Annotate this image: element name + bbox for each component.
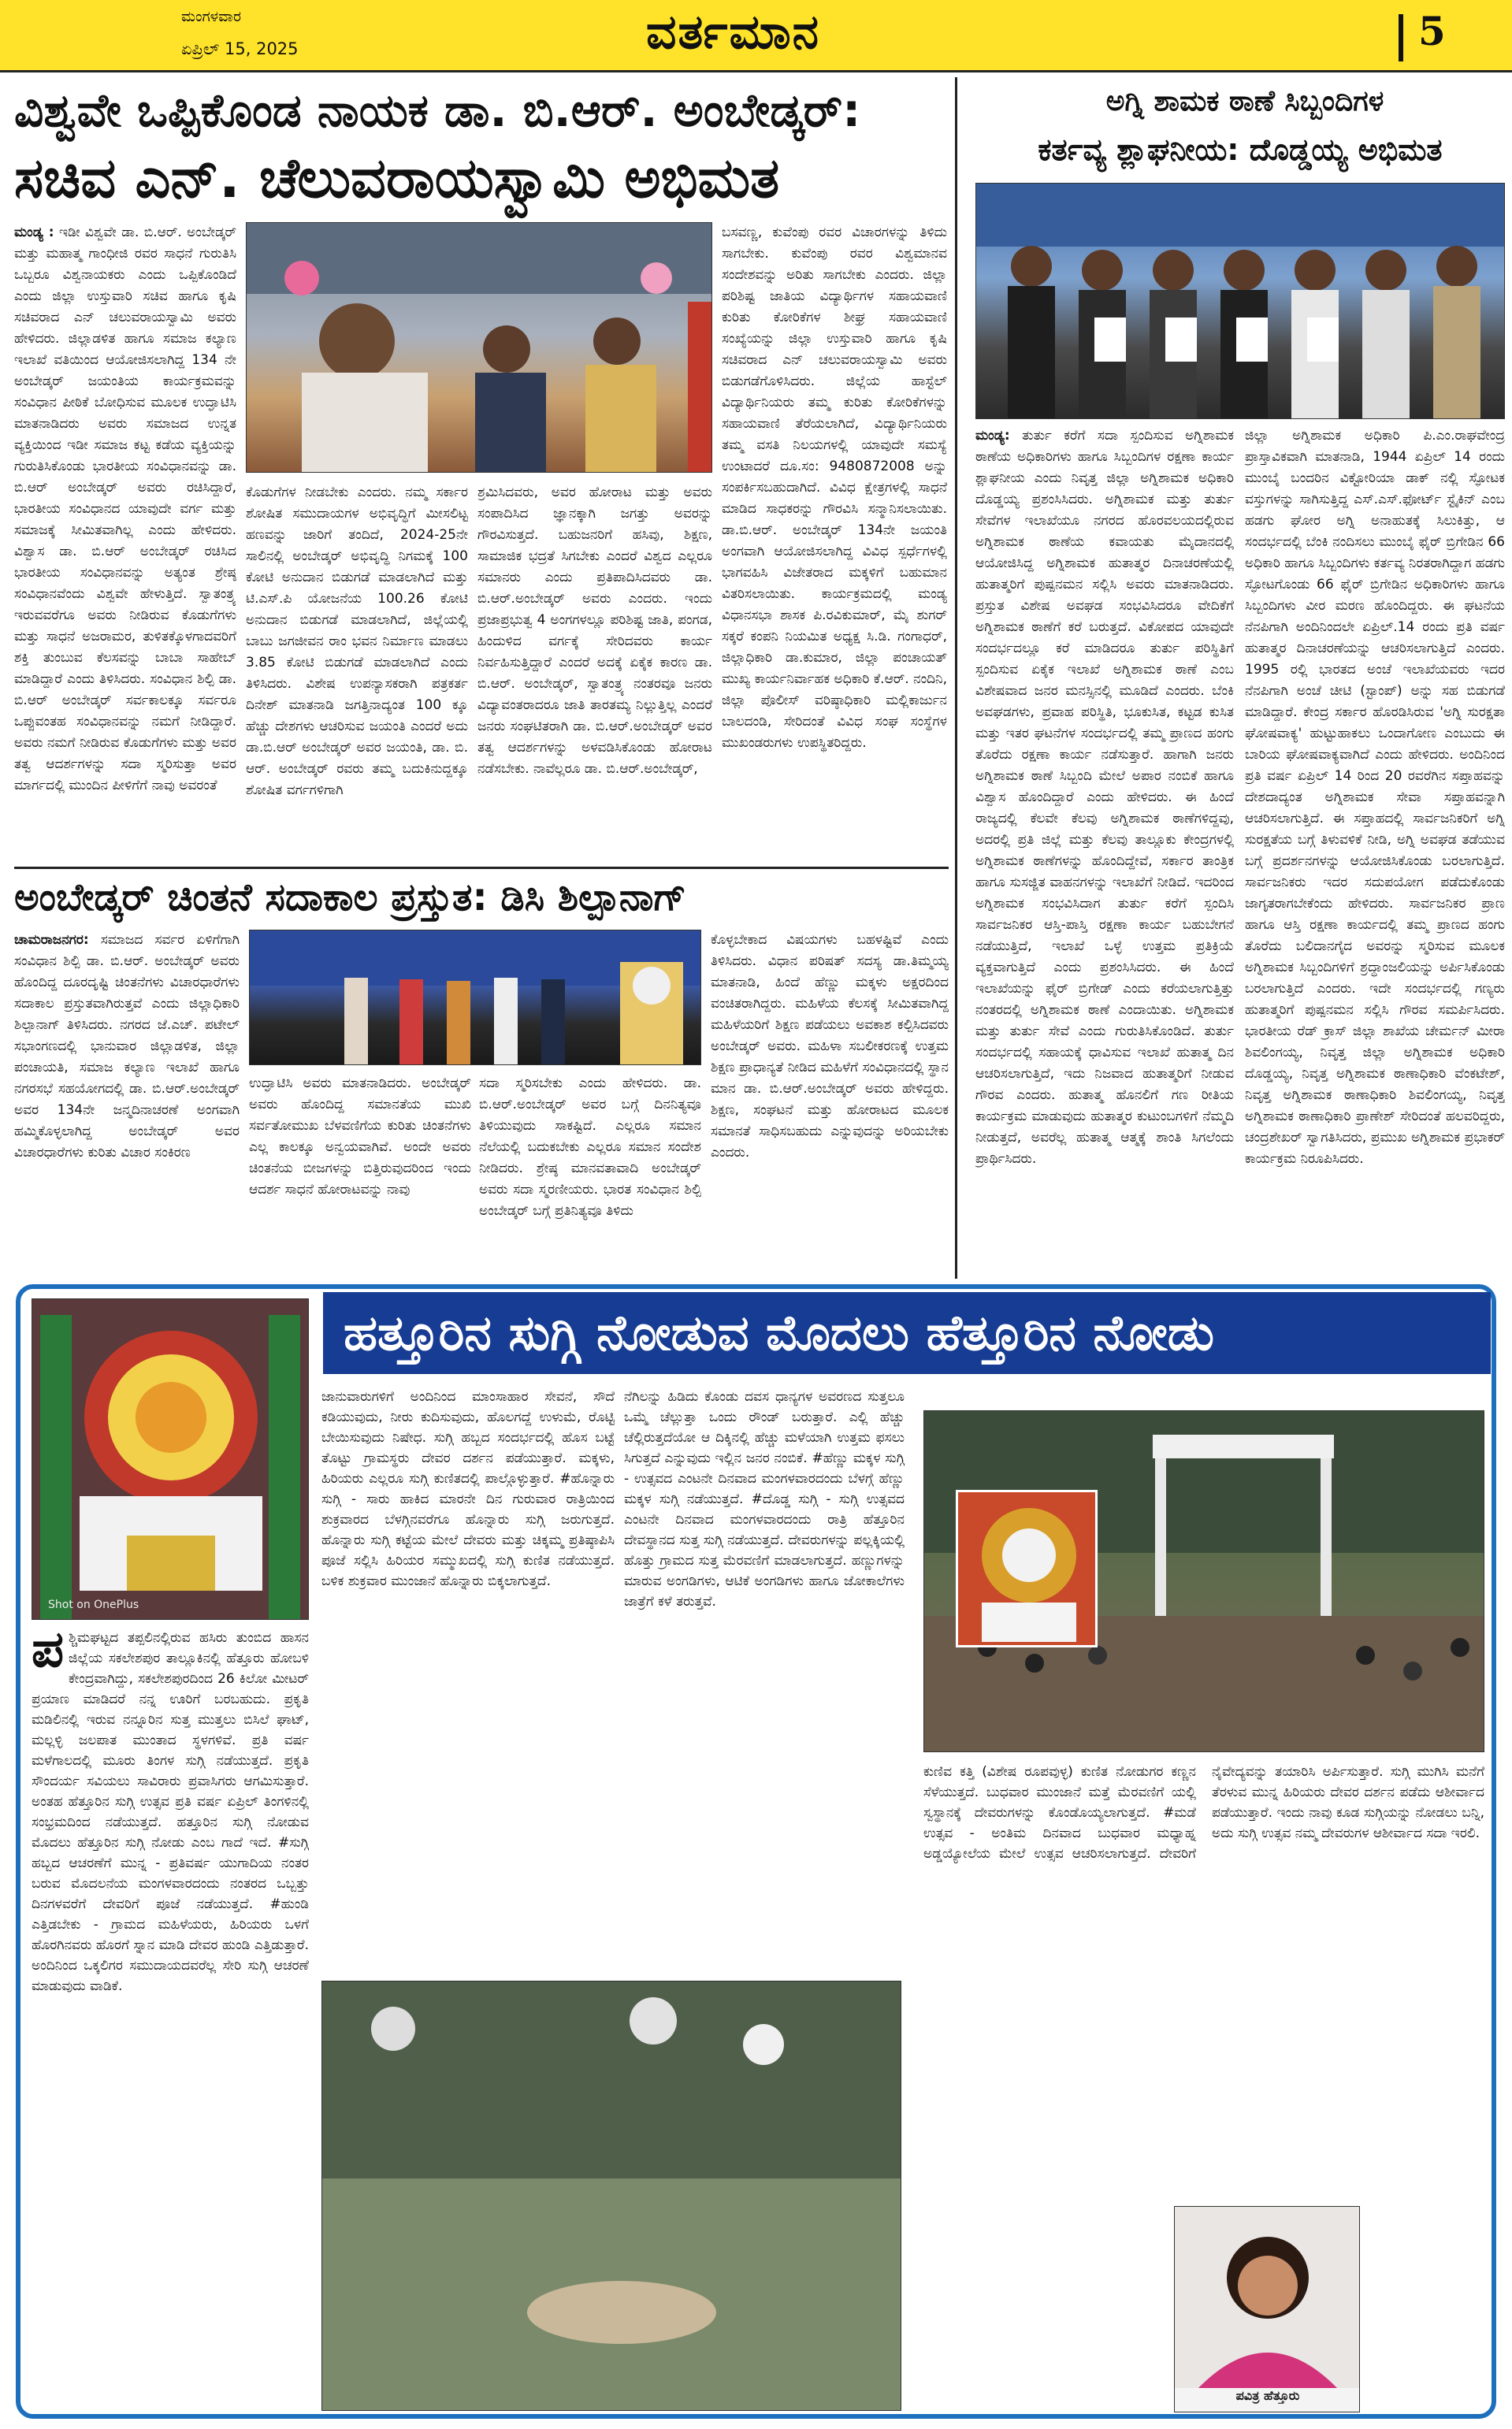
story1-column-3: ಶ್ರಮಿಸಿದವರು, ಅವರ ಹೋರಾಟ ಮತ್ತು ಅವರು ಸಂಪಾದಿಸಿದ ಜ್ಞಾನಕ್ಕಾಗಿ ಜಗತ್ತು ಅವರನ್ನು ಗೌರವಿಸುತ್ತದೆ. ಬಹುಜನರಿಗೆ ಹಸಿವು, ಶಿಕ್ಷಣ, ಸಾಮಾಜಿಕ ಭದ್ರತೆ ಸಿಗಬೇಕು ಎಂದರೆ ವಿಶ್ವದ ಎಲ್ಲರೂ ಸಮಾನರು ಎಂದು ಪ್ರತಿಪಾದಿಸಿದವರು ಡಾ. ಬಿ.ಆರ್.ಅಂಬೇಡ್ಕರ್ ಅವರು ಎಂದರು. ಇಂದು ಪ್ರಜಾಪ್ರಭುತ್ವ 4 ಅಂಗಗಳಲ್ಲೂ ಪರಿಶಿಷ್ಟ ಜಾತಿ, ಪಂಗಡ, ಹಿಂದುಳಿದ ವರ್ಗಕ್ಕೆ ಸೇರಿದವರು ಕಾರ್ಯ ನಿರ್ವಹಿಸುತ್ತಿದ್ದಾರೆ ಎಂದರೆ ಅದಕ್ಕೆ ಏಕೈಕ ಕಾರಣ ಡಾ. ಬಿ.ಆರ್. ಅಂಬೇಡ್ಕರ್, ಸ್ವಾತಂತ್ರ್ಯ ನಂತರವೂ ಜನರು ವಿದ್ಯಾವಂತರಾದರೂ ಜಾತಿ ತಾರತಮ್ಯ ನಿಲ್ಲುತ್ತಿಲ್ಲ ಎಂದರೆ ಜನರು ಸಂಘಟಿತರಾಗಿ ಡಾ. ಬಿ.ಆರ್.ಅಂಬೇಡ್ಕರ್ ಅವರ ತತ್ವ ಆದರ್ಶಗಳನ್ನು ಅಳವಡಿಸಿಕೊಂಡು ಹೋರಾಟ ನಡೆಸಬೇಕು. ನಾವೆಲ್ಲರೂ ಡಾ. ಬಿ.ಆರ್.ಅಂಬೇಡ್ಕರ್, (477, 485, 712, 777)
crowd-photo (321, 1981, 901, 2411)
author-byline: ಪವಿತ್ರ ಹೆತ್ತೂರು (1235, 2388, 1300, 2403)
story3-text-1: ಸಮಾಜದ ಸರ್ವರ ಏಳಿಗೆಗಾಗಿ ಸಂವಿಧಾನ ಶಿಲ್ಪಿ ಡಾ. ಬಿ.ಆರ್. ಅಂಬೇಡ್ಕರ್ ಅವರು ಹೊಂದಿದ್ದ ದೂರದೃಷ್ಟಿ ಚಿಂತನೆಗಳು ವಿಚಾರಧಾರೆಗಳು ಸದಾಕಾಲ ಪ್ರಸ್ತುತವಾಗಿರುತ್ತವೆ ಎಂದು ಜಿಲ್ಲಾಧಿಕಾರಿ ಶಿಲ್ಪಾನಾಗ್ ತಿಳಿಸಿದರು. ನಗರದ ಜೆ.ಎಚ್. ಪಟೇಲ್ ಸಭಾಂಗಣದಲ್ಲಿ ಭಾನುವಾರ ಜಿಲ್ಲಾಡಳಿತ, ಜಿಲ್ಲಾ ಪಂಚಾಯತಿ, ಸಮಾಜ ಕಲ್ಯಾಣ ಇಲಾಖೆ ಹಾಗೂ ನಗರಸಭೆ ಸಹಯೋಗದಲ್ಲಿ ಡಾ. ಬಿ.ಆರ್.ಅಂಬೇಡ್ಕರ್ ಅವರ 134ನೇ ಜನ್ಮದಿನಾಚರಣೆ ಅಂಗವಾಗಿ ಹಮ್ಮಿಕೊಳ್ಳಲಾಗಿದ್ದ ಅಂಬೇಡ್ಕರ್ ಅವರ ವಿಚಾರಧಾರೆಗಳು ಕುರಿತು ವಿಚಾರ ಸಂಕಿರಣ (14, 932, 240, 1161)
newspaper-title: ವರ್ತಮಾನ (646, 5, 820, 60)
story2-column-2: ಜಿಲ್ಲಾ ಅಗ್ನಿಶಾಮಕ ಅಧಿಕಾರಿ ಪಿ.ಎಂ.ರಾಘವೇಂದ್ರ ಪ್ರಾಸ್ತಾವಿಕವಾಗಿ ಮಾತನಾಡಿ, 1944 ಏಪ್ರಿಲ್ 14 ರಂದು ಮುಂಬೈ ಬಂದರಿನ ವಿಕ್ಟೋರಿಯಾ ಡಾಕ್ ನಲ್ಲಿ ಸ್ಫೋಟಕ ವಸ್ತುಗಳನ್ನು ಸಾಗಿಸುತ್ತಿದ್ದ ಎಸ್.ಎಸ್.ಫೋರ್ಟ್ ಸ್ಟೈಕಿನ್ ಎಂಬ ಹಡಗು ಘೋರ ಅಗ್ನಿ ಅನಾಹುತಕ್ಕೆ ಸಿಲುಕಿತ್ತು, ಆ ಸಂದರ್ಭದಲ್ಲಿ ಬೆಂಕಿ ನಂದಿಸಲು ಮುಂಬೈ ಫೈರ್ ಬ್ರಿಗೇಡಿನ 66 ಅಧಿಕಾರಿ ಹಾಗೂ ಸಿಬ್ಬಂದಿಗಳು ಕರ್ತವ್ಯ ನಿರತರಾಗಿದ್ದಾಗ ಹಡಗು ಸ್ಫೋಟಗೊಂಡು 66 ಫೈರ್ ಬ್ರಿಗೇಡಿನ ಅಧಿಕಾರಿಗಳು ಹಾಗೂ ಸಿಬ್ಬಂದಿಗಳು ವೀರ ಮರಣ ಹೊಂದಿದ್ದರು. ಈ ಘಟನೆಯ ನೆನಪಿಗಾಗಿ ಅಂದಿನಿಂದಲೇ ಏಪ್ರಿಲ್.14 ರಂದು ಪ್ರತಿ ವರ್ಷ ಹುತಾತ್ಮರ ದಿನಾಚರಣೆಯನ್ನು ಆಚರಿಸಲಾಗುತ್ತಿದೆ ಎಂದರು. 1995 ರಲ್ಲಿ ಭಾರತದ ಅಂಚೆ ಇಲಾಖೆಯವರು ಇದರ ನೆನಪಿಗಾಗಿ ಅಂಚೆ ಚೀಟಿ (ಸ್ಟಾಂಪ್) ಅನ್ನು ಸಹ ಬಿಡುಗಡೆ ಮಾಡಿದ್ದಾರೆ. ಕೇಂದ್ರ ಸರ್ಕಾರ ಹೊರಡಿಸಿರುವ 'ಅಗ್ನಿ ಸುರಕ್ಷತಾ ಘೋಷವಾಕ್ಯ' ಹುಟ್ಟುಹಾಕಲು ಒಂದಾಗೋಣ ಎಂಬುದು ಈ ಬಾರಿಯ ಘೋಷವಾಕ್ಯವಾಗಿದೆ ಎಂದು ಹೇಳಿದರು. ಅಂದಿನಿಂದ ಪ್ರತಿ ವರ್ಷ ಏಪ್ರಿಲ್ 14 ರಿಂದ 20 ರವರೆಗಿನ ಸಪ್ತಾಹವನ್ನು ದೇಶದಾದ್ಯಂತ ಅಗ್ನಿಶಾಮಕ ಸೇವಾ ಸಪ್ತಾಹವನ್ನಾಗಿ ಆಚರಿಸಲಾಗುತ್ತಿದೆ. ಈ ಸಪ್ತಾಹದಲ್ಲಿ ಸಾರ್ವಜನಿಕರಿಗೆ ಅಗ್ನಿ ಸುರಕ್ಷತೆಯ ಬಗ್ಗೆ ತಿಳುವಳಿಕೆ ನೀಡಿ, ಅಗ್ನಿ ಅವಘಡ ತಡೆಯುವ ಬಗ್ಗೆ ಪ್ರದರ್ಶನಗಳನ್ನು ಆಯೋಜಿಸಿಕೊಂಡು ಬರಲಾಗುತ್ತಿದೆ. ಸಾರ್ವಜನಿಕರು ಇದರ ಸದುಪಯೋಗ ಪಡೆದುಕೊಂಡು ಜಾಗೃತರಾಗಬೇಕೆಂದು ಹೇಳಿದರು. ಸಾರ್ವಜನಿಕರ ಪ್ರಾಣ ಹಾಗೂ ಆಸ್ತಿ ರಕ್ಷಣಾ ಕಾರ್ಯದಲ್ಲಿ ತಮ್ಮ ಪ್ರಾಣದ ಹಂಗು ತೊರೆದು ಬಲಿದಾನಗೈದ ಅವರನ್ನು ಸ್ಮರಿಸುವ ಮೂಲಕ ಅಗ್ನಿಶಾಮಕ ಸಿಬ್ಬಂದಿಗಳಿಗೆ ಶ್ರದ್ಧಾಂಜಲಿಯನ್ನು ಅರ್ಪಿಸಿಕೊಂಡು ಬರಲಾಗುತ್ತಿದೆ ಎಂದರು. ಇದೇ ಸಂದರ್ಭದಲ್ಲಿ ಗಣ್ಯರು ಹುತಾತ್ಮರಿಗೆ ಪುಷ್ಪನಮನ ಸಲ್ಲಿಸಿ ಗೌರವ ಸಮರ್ಪಿಸಿದರು. ಭಾರತೀಯ ರೆಡ್ ಕ್ರಾಸ್ ಜಿಲ್ಲಾ ಶಾಖೆಯ ಚೇರ್ಮನ್ ಮೀರಾ ಶಿವಲಿಂಗಯ್ಯ, ನಿವೃತ್ತ ಜಿಲ್ಲಾ ಅಗ್ನಿಶಾಮಕ ಅಧಿಕಾರಿ ದೊಡ್ಡಯ್ಯ, ನಿವೃತ್ತ ಅಗ್ನಿಶಾಮಕ ಠಾಣಾಧಿಕಾರಿ ವೆಂಕಟೇಶ್, ನಿವೃತ್ತ ಅಗ್ನಿಶಾಮಕ ಠಾಣಾಧಿಕಾರಿ ಶಿವಲಿಂಗಯ್ಯ, ನಿವೃತ್ತ ಅಗ್ನಿಶಾಮಕ ಠಾಣಾಧಿಕಾರಿ ಪ್ರಾಣೇಶ್ ಸೇರಿದಂತೆ ಹಲವರಿದ್ದರು, ಚಂದ್ರಶೇಖರ್ ಸ್ವಾಗತಿಸಿದರು, ಪ್ರಮುಖ ಅಗ್ನಿಶಾಮಕ ಪ್ರಭಾಕರ್ ಕಾರ್ಯಕ್ರಮ ನಿರೂಪಿಸಿದರು. (1245, 428, 1505, 1167)
story2-column-1 (975, 425, 1234, 1276)
feature-column-2: ಜಾನುವಾರುಗಳಿಗೆ ಅಂದಿನಿಂದ ಮಾಂಸಾಹಾರ ಸೇವನೆ, ಸೌದೆ ಕಡಿಯುವುದು, ನೀರು ಕುದಿಸುವುದು, ಹೊಲಗದ್ದೆ ಉಳುಮೆ, ರೊಟ್ಟಿ ಬೇಯಿಸುವುದು ನಿಷೇಧ. ಸುಗ್ಗಿ ಹಬ್ಬದ ಸಂದರ್ಭದಲ್ಲಿ ಹೊಸ ಬಟ್ಟೆ ತೊಟ್ಟು ಗ್ರಾಮಸ್ಥರು ದೇವರ ದರ್ಶನ ಪಡೆಯುತ್ತಾರೆ. ಮಕ್ಕಳು, ಹಿರಿಯರು ಎಲ್ಲರೂ ಸುಗ್ಗಿ ಕುಣಿತದಲ್ಲಿ ಪಾಲ್ಗೊಳ್ಳುತ್ತಾರೆ. #ಹೊನ್ನಾರು ಸುಗ್ಗಿ - ಸಾರು ಹಾಕಿದ ಮಾರನೇ ದಿನ ಗುರುವಾರ ರಾತ್ರಿಯಿಂದ ಶುಕ್ರವಾರದ ಬೆಳಗ್ಗಿನವರೆಗೂ ಹೊನ್ನಾರು ಸುಗ್ಗಿ ಜರುಗುತ್ತದೆ. ಹೊನ್ನಾರು ಸುಗ್ಗಿ ಕಟ್ಟೆಯ ಮೇಲೆ ದೇವರು ಮತ್ತು ಚಿಕ್ಕಮ್ಮ ಪ್ರತಿಷ್ಠಾಪಿಸಿ ಪೂಜೆ ಸಲ್ಲಿಸಿ ಹಿರಿಯರ ಸಮ್ಮುಖದಲ್ಲಿ ಸುಗ್ಗಿ ಕುಣಿತ ನಡೆಯುತ್ತದೆ. ಬಳಿಕ ಶುಕ್ರವಾರ ಮುಂಜಾನೆ ಹೊನ್ನಾರು ಬಿಕ್ಕಲಾಗುತ್ತದೆ. (321, 1389, 615, 1589)
story2-headline-line2: ಕರ್ತವ್ಯ ಶ್ಲಾಘನೀಯ: ದೊಡ್ಡಯ್ಯ ಅಭಿಮತ (1038, 132, 1443, 167)
shrine-photo (32, 1298, 309, 1620)
page-number-divider (1399, 14, 1403, 61)
story3-column-2: ಉದ್ಘಾಟಿಸಿ ಅವರು ಮಾತನಾಡಿದರು. ಅಂಬೇಡ್ಕರ್ ಅವರು ಹೊಂದಿದ್ದ ಸಮಾನತೆಯ ಮುಖಿ ಸರ್ವತೋಮುಖ ಬೆಳವಣಿಗೆಯ ಕುರಿತು ಚಿಂತನೆಗಳು ಎಲ್ಲ ಕಾಲಕ್ಕೂ ಅನ್ವಯವಾಗಿವೆ. ಅಂದೇ ಅವರು ಚಿಂತನೆಯ ಬೀಜಗಳನ್ನು ಬಿತ್ತಿರುವುದರಿಂದ ಇಂದು ಆದರ್ಶ ಸಾಧನೆ ಹೋರಾಟವನ್ನು ನಾವು (249, 1075, 471, 1198)
story2-dateline: ಮಂಡ್ಯ: (975, 428, 1010, 444)
story1-headline-line1: ವಿಶ್ವವೇ ಒಪ್ಪಿಕೊಂಡ ನಾಯಕ ಡಾ. ಬಿ.ಆರ್. ಅಂಬೇಡ್ಕರ್: (14, 84, 861, 137)
story2-text-1: ತುರ್ತು ಕರೆಗೆ ಸದಾ ಸ್ಪಂದಿಸುವ ಅಗ್ನಿಶಾಮಕ ಠಾಣೆಯ ಅಧಿಕಾರಿಗಳು ಹಾಗೂ ಸಿಬ್ಬಂದಿಗಳ ರಕ್ಷಣಾ ಕಾರ್ಯ ಶ್ಲಾಘನೀಯ ಎಂದು ನಿವೃತ್ತ ಜಿಲ್ಲಾ ಅಗ್ನಿಶಾಮಕ ಅಧಿಕಾರಿ ದೊಡ್ಡಯ್ಯ ಪ್ರಶಂಸಿಸಿದರು. ಅಗ್ನಿಶಾಮಕ ಮತ್ತು ತುರ್ತು ಸೇವೆಗಳ ಇಲಾಖೆಯೂ ನಗರದ ಹೊರವಲಯದಲ್ಲಿರುವ ಅಗ್ನಿಶಾಮಕ ಠಾಣೆಯ ಕವಾಯತು ಮೈದಾನದಲ್ಲಿ ಆಯೋಜಿಸಿದ್ದ ಅಗ್ನಿಶಾಮಕ ಹುತಾತ್ಮರ ದಿನಾಚರಣೆಯಲ್ಲಿ ಹುತಾತ್ಮರಿಗೆ ಪುಷ್ಪನಮನ ಸಲ್ಲಿಸಿ ಅವರು ಮಾತನಾಡಿದರು. ಪ್ರಸ್ತುತ ವಿಶೇಷ ಅವಘಡ ಸಂಭವಿಸಿದರೂ ವೇದಿಕೆಗೆ ಅಗ್ನಿಶಾಮಕ ಠಾಣೆಗೆ ಕರೆ ಬರುತ್ತದೆ. ವಿಕೋಪದ ಯಾವುದೇ ಸಂದರ್ಭದಲ್ಲೂ ಕರೆ ಮಾಡಿದರೂ ತುರ್ತು ಪರಿಸ್ಥಿತಿಗೆ ಸ್ಪಂದಿಸುವ ಏಕೈಕ ಇಲಾಖೆ ಅಗ್ನಿಶಾಮಕ ಠಾಣೆ ಎಂಬ ವಿಶೇಷವಾದ ಜನರ ಮನಸ್ಸಿನಲ್ಲಿ ಮೂಡಿದೆ ಎಂದರು. ಬೆಂಕಿ ಅವಘಡಗಳು, ಪ್ರವಾಹ ಪರಿಸ್ಥಿತಿ, ಭೂಕುಸಿತ, ಕಟ್ಟಡ ಕುಸಿತ ಮತ್ತು ಇತರ ಘಟನೆಗಳ ಸಂದರ್ಭದಲ್ಲಿ ತಮ್ಮ ಪ್ರಾಣದ ಹಂಗು ತೊರೆದು ರಕ್ಷಣಾ ಕಾರ್ಯ ನಡೆಸುತ್ತಾರೆ. ಹಾಗಾಗಿ ಜನರು ಅಗ್ನಿಶಾಮಕ ಠಾಣೆ ಸಿಬ್ಬಂದಿ ಮೇಲೆ ಅಪಾರ ನಂಬಿಕೆ ಹಾಗೂ ವಿಶ್ವಾಸ ಹೊಂದಿದ್ದಾರೆ ಎಂದು ಹೇಳಿದರು. ಈ ಹಿಂದೆ ರಾಜ್ಯದಲ್ಲಿ ಕೆಲವೇ ಕೆಲವು ಅಗ್ನಿಶಾಮಕ ಠಾಣೆಗಳಿದ್ದವು, ಅದರಲ್ಲಿ ಪ್ರತಿ ಜಿಲ್ಲೆ ಮತ್ತು ಕೆಲವು ತಾಲ್ಲೂಕು ಕೇಂದ್ರಗಳಲ್ಲಿ ಅಗ್ನಿಶಾಮಕ ಠಾಣೆಗಳನ್ನು ಹೊಂದಿದ್ದೇವೆ, ಸರ್ಕಾರ ತಾಂತ್ರಿಕ ಹಾಗೂ ಸುಸಜ್ಜಿತ ವಾಹನಗಳನ್ನು ಇಲಾಖೆಗೆ ನೀಡಿದೆ. ಇದರಿಂದ ಅಗ್ನಿಶಾಮಕ ಸಂಭವಿಸಿದಾಗ ತುರ್ತು ಕರೆಗೆ ಸ್ಪಂದಿಸಿ ಸಾರ್ವಜನಿಕರ ಆಸ್ತಿ-ಪಾಸ್ತಿ ರಕ್ಷಣಾ ಕಾರ್ಯ ಬಹುಬೇಗನೆ ನಡೆಯುತ್ತಿದೆ, ಇಲಾಖೆ ಒಳ್ಳೆ ಉತ್ತಮ ಪ್ರತಿಕ್ರಿಯೆ ವ್ಯಕ್ತವಾಗುತ್ತಿದೆ ಎಂದು ಪ್ರಶಂಸಿಸಿದರು. ಈ ಹಿಂದೆ ಇಲಾಖೆಯನ್ನು ಫೈರ್ ಬ್ರಿಗೇಡ್ ಎಂದು ಕರೆಯಲಾಗುತ್ತಿತ್ತು ನಂತರದಲ್ಲಿ ಅಗ್ನಿಶಾಮಕ ಠಾಣೆ ಎಂದಾಯಿತು. ಅಗ್ನಿಶಾಮಕ ಮತ್ತು ತುರ್ತು ಸೇವೆ ಎಂದು ಗುರುತಿಸಿಕೊಂಡಿದೆ. ತುರ್ತು ಸಂದರ್ಭದಲ್ಲಿ ಸಹಾಯಕ್ಕೆ ಧಾವಿಸುವ ಇಲಾಖೆ ಹುತಾತ್ಮ ದಿನ ಆಚರಿಸಲಾಗುತ್ತಿದೆ, ಇದು ನಿಜವಾದ ಹುತಾತ್ಮರಿಗೆ ನೀಡುವ ಗೌರವ ಎಂದರು. ಹುತಾತ್ಮ ಹೊನಲಿಗೆ ಗಣ ರೀತಿಯ ಕಾರ್ಯಕ್ರಮ ಮಾಡುವುದು ಹುತಾತ್ಮರ ಕುಟುಂಬಗಳಿಗೆ ನೆಮ್ಮದಿ ನೀಡುತ್ತದೆ, ಅವರೆಲ್ಲ ಹುತಾತ್ಮ ಆತ್ಮಕ್ಕೆ ಶಾಂತಿ ಸಿಗಲೆಂದು ಪ್ರಾರ್ಥಿಸಿದರು. (975, 428, 1234, 1167)
dc-event-photo (249, 930, 701, 1065)
story3-dateline: ಚಾಮರಾಜನಗರ: (14, 932, 89, 948)
author-portrait (1174, 2206, 1360, 2412)
feature-headline: ಹತ್ತೂರಿನ ಸುಗ್ಗಿ ನೋಡುವ ಮೊದಲು ಹೆತ್ತೂರಿನ ನೋಡು (323, 1292, 1491, 1374)
shrine-photo-caption: Shot on OnePlus (48, 1599, 139, 1611)
story2-headline-line1: ಅಗ್ನಿ ಶಾಮಕ ಠಾಣೆ ಸಿಬ್ಬಂದಿಗಳ (1105, 85, 1384, 117)
feature-column-4: ಕುಣಿವ ಕತ್ತಿ (ವಿಶೇಷ ರೂಪವುಳ್ಳ) ಕುಣಿತ ನೋಡುಗರ ಕಣ್ಣನ ಸೆಳೆಯುತ್ತದೆ. ಬುಧವಾರ ಮುಂಜಾನೆ ಮತ್ತೆ ಮೆರವಣಿಗೆ ಯಲ್ಲಿ ಸ್ವಸ್ಥಾನಕ್ಕೆ ದೇವರುಗಳನ್ನು ಕೊಂಡೊಯ್ಯಲಾಗುತ್ತದೆ. #ಮಡೆ ಉತ್ಸವ - ಅಂತಿಮ ದಿನವಾದ ಬುಧವಾರ ಮಧ್ಯಾಹ್ನ ಅಡ್ಡಯ್ಯೋಲೆಯ ಮೇಲೆ ಉತ್ಸವ ಆಚರಿಸಲಾಗುತ್ತದೆ. ದೇವರಿಗೆ ನೈವೇದ್ಯವನ್ನು ತಯಾರಿಸಿ ಅರ್ಪಿಸುತ್ತಾರೆ. ಸುಗ್ಗಿ ಮುಗಿಸಿ ಮನೆಗೆ ತೆರಳುವ ಮುನ್ನ ಹಿರಿಯರು ದೇವರ ದರ್ಶನ ಪಡೆದು ಆಶೀರ್ವಾದ ಪಡೆಯುತ್ತಾರೆ. ಇಂದು ನಾವು ಕೂಡ ಸುಗ್ಗಿಯನ್ನು ನೋಡಲು ಬನ್ನಿ, ಅದು ಸುಗ್ಗಿ ಉತ್ಸವ ನಮ್ಮ ದೇವರುಗಳ ಆಶೀರ್ವಾದ ಸದಾ ಇರಲಿ. (923, 1764, 1484, 1862)
feature-text-1: ಶ್ಚಿಮಘಟ್ಟದ ತಪ್ಪಲಿನಲ್ಲಿರುವ ಹಸಿರು ತುಂಬಿದ ಹಾಸನ ಜಿಲ್ಲೆಯ ಸಕಲೇಶಪುರ ತಾಲ್ಲೂಕಿನಲ್ಲಿ ಹೆತ್ತೂರು ಹೋಬಳಿ ಕೇಂದ್ರವಾಗಿದ್ದು, ಸಕಲೇಶಪುರದಿಂದ 26 ಕಿಲೋ ಮೀಟರ್ ಪ್ರಯಾಣ ಮಾಡಿದರೆ ನನ್ನ ಊರಿಗೆ ಬರಬಹುದು. ಪ್ರಕೃತಿ ಮಡಿಲಿನಲ್ಲಿ ಇರುವ ನನ್ನೂರಿನ ಸುತ್ತ ಮುತ್ತಲು ಬಿಸಿಲೆ ಘಾಟ್, ಮಲ್ಲಳ್ಳಿ ಜಲಪಾತ ಮುಂತಾದ ಸ್ಥಳಗಳಿವೆ. ಪ್ರತಿ ವರ್ಷ ಮಳೆಗಾಲದಲ್ಲಿ ಮೂರು ತಿಂಗಳ ಸುಗ್ಗಿ ನಡೆಯುತ್ತದೆ. ಪ್ರಕೃತಿ ಸೌಂದರ್ಯ ಸವಿಯಲು ಸಾವಿರಾರು ಪ್ರವಾಸಿಗರು ಆಗಮಿಸುತ್ತಾರೆ. ಅಂತಹ ಹೆತ್ತೂರಿನ ಸುಗ್ಗಿ ಉತ್ಸವ ಪ್ರತಿ ವರ್ಷ ಏಪ್ರಿಲ್ ತಿಂಗಳಿನಲ್ಲಿ ಸಂಭ್ರಮದಿಂದ ನಡೆಯುತ್ತದೆ. ಹತ್ತೂರಿನ ಸುಗ್ಗಿ ನೋಡುವ ಮೊದಲು ಹೆತ್ತೂರಿನ ಸುಗ್ಗಿ ನೋಡು ಎಂಬ ಗಾದೆ ಇದೆ. #ಸುಗ್ಗಿ ಹಬ್ಬದ ಆಚರಣೆಗೆ ಮುನ್ನ - ಪ್ರತಿವರ್ಷ ಯುಗಾದಿಯ ನಂತರ ಬರುವ ಮೊದಲನೆಯ ಮಂಗಳವಾರದಂದು ನಂತರದ ಒಬ್ಬತ್ತು ದಿನಗಳವರೆಗೆ ದೇವರಿಗೆ ಪೂಜೆ ನಡೆಯುತ್ತದೆ. #ಹುಂಡಿ ಎತ್ತಿಡಬೇಕು - ಗ್ರಾಮದ ಮಹಿಳೆಯರು, ಹಿರಿಯರು ಒಳಗೆ ಹೊರಗಿನವರು ಹೊರಗೆ ಸ್ನಾನ ಮಾಡಿ ದೇವರ ಹುಂಡಿ ಎತ್ತಿಡುತ್ತಾರೆ. ಅಂದಿನಿಂದ ಒಕ್ಕಲಿಗರ ಸಮುದಾಯದವರೆಲ್ಲ ಸೇರಿ ಸುಗ್ಗಿ ಆಚರಣೆ ಮಾಡುವುದು ವಾಡಿಕೆ. (32, 1630, 309, 1994)
masthead-date: ಏಪ್ರಿಲ್ 15, 2025 (181, 39, 299, 58)
story3-column-3: ಸದಾ ಸ್ಮರಿಸಬೇಕು ಎಂದು ಹೇಳಿದರು. ಡಾ. ಬಿ.ಆರ್.ಅಂಬೇಡ್ಕರ್ ಅವರ ಬಗ್ಗೆ ದಿನನಿತ್ಯವೂ ತಿಳಿಯುವುದು ಸಾಕಷ್ಟಿದೆ. ಎಲ್ಲರೂ ಸಮಾನ ನೆಲೆಯಲ್ಲಿ ಬದುಕಬೇಕು ಎಲ್ಲರೂ ಸಮಾನ ಸಂದೇಶ ನೀಡಿದರು. ಶ್ರೇಷ್ಠ ಮಾನವತಾವಾದಿ ಅಂಬೇಡ್ಕರ್ ಅವರು ಸದಾ ಸ್ಮರಣೀಯರು. ಭಾರತ ಸಂವಿಧಾನ ಶಿಲ್ಪಿ ಅಂಬೇಡ್ಕರ್ ಬಗ್ಗೆ ಪ್ರತಿನಿತ್ಯವೂ ತಿಳಿದು (479, 1075, 701, 1219)
feature-drop-cap: ಪ (32, 1628, 65, 1679)
story1-column-2: ಕೊಡುಗೆಗಳ ನೀಡಬೇಕು ಎಂದರು. ನಮ್ಮ ಸರ್ಕಾರ ಶೋಷಿತ ಸಮುದಾಯಗಳ ಅಭಿವೃದ್ಧಿಗೆ ಮೀಸಲಿಟ್ಟ ಹಣವನ್ನು ಜಾರಿಗೆ ತಂದಿದೆ, 2024-25ನೇ ಸಾಲಿನಲ್ಲಿ ಅಂಬೇಡ್ಕರ್ ಅಭಿವೃದ್ಧಿ ನಿಗಮಕ್ಕೆ 100 ಕೋಟಿ ಅನುದಾನ ಬಿಡುಗಡೆ ಮಾಡಲಾಗಿದೆ ಮತ್ತು ಟಿ.ಎಸ್.ಪಿ ಯೋಜನೆಯ 100.26 ಕೋಟಿ ಅನುದಾನ ಬಿಡುಗಡೆ ಮಾಡಲಾಗಿದೆ, ಜಿಲ್ಲೆಯಲ್ಲಿ ಬಾಬು ಜಗಜೀವನ ರಾಂ ಭವನ ನಿರ್ಮಾಣ ಮಾಡಲು 3.85 ಕೋಟಿ ಬಿಡುಗಡೆ ಮಾಡಲಾಗಿದೆ ಎಂದು ತಿಳಿಸಿದರು. ವಿಶೇಷ ಉಪನ್ಯಾಸಕರಾಗಿ ಪತ್ರಕರ್ತ ದಿನೇಶ್ ಮಾತನಾಡಿ ಜಗತ್ತಿನಾದ್ಯಂತ 100 ಕ್ಕೂ ಹೆಚ್ಚು ದೇಶಗಳು ಆಚರಿಸುವ ಜಯಂತಿ ಎಂದರೆ ಅದು ಡಾ.ಬಿ.ಆರ್ ಅಂಬೇಡ್ಕರ್ ಅವರ ಜಯಂತಿ, ಡಾ. ಬಿ. ಆರ್. ಅಂಬೇಡ್ಕರ್ ರವರು ತಮ್ಮ ಬದುಕಿನುದ್ದಕ್ಕೂ ಶೋಷಿತ ವರ್ಗಗಳಿಗಾಗಿ (246, 485, 468, 798)
story1-text-1: ಇಡೀ ವಿಶ್ವವೇ ಡಾ. ಬಿ.ಆರ್. ಅಂಬೇಡ್ಕರ್ ಮತ್ತು ಮಹಾತ್ಮ ಗಾಂಧೀಜಿ ರವರ ಸಾಧನೆ ಗುರುತಿಸಿ ಒಬ್ಬರೂ ವಿಶ್ವನಾಯಕರು ಎಂದು ಒಪ್ಪಿಕೊಂಡಿದೆ ಎಂದು ಜಿಲ್ಲಾ ಉಸ್ತುವಾರಿ ಸಚಿವ ಹಾಗೂ ಕೃಷಿ ಸಚಿವರಾದ ಎನ್ ಚಲುವರಾಯಸ್ವಾಮಿ ಅವರು ಹೇಳಿದರು. ಜಿಲ್ಲಾಡಳಿತ ಹಾಗೂ ಸಮಾಜ ಕಲ್ಯಾಣ ಇಲಾಖೆ ವತಿಯಿಂದ ಆಯೋಜಿಸಲಾಗಿದ್ದ 134 ನೇ ಅಂಬೇಡ್ಕರ್ ಜಯಂತಿಯ ಕಾರ್ಯಕ್ರಮವನ್ನು ಸಂವಿಧಾನ ಪೀಠಿಕೆ ಬೋಧಿಸುವ ಮೂಲಕ ಉದ್ಘಾಟಿಸಿ ಮಾತನಾಡಿದರು ಅವರು ಸಮಾಜದ ಉನ್ನತ ವ್ಯಕ್ತಿಯಿಂದ ಇಡೀ ಸಮಾಜ ಕಟ್ಟ ಕಡೆಯ ವ್ಯಕ್ತಿಯನ್ನು ಗುರುತಿಸಿಕೊಂಡು ಭಾರತೀಯ ಸಂವಿಧಾನವನ್ನು ಡಾ. ಬಿ.ಆರ್ ಅಂಬೇಡ್ಕರ್ ಅವರು ರಚಿಸಿದ್ದಾರೆ, ಭಾರತೀಯ ಸಂವಿಧಾನದ ಯಾವುದೇ ವರ್ಗ ಮತ್ತು ಸಮಾಜಕ್ಕೆ ಸೀಮಿತವಾಗಿಲ್ಲ ಎಂದು ಹೇಳಿದರು. ವಿಶ್ವಾಸ ಡಾ. ಬಿ.ಆರ್ ಅಂಬೇಡ್ಕರ್ ರಚಿಸಿದ ಭಾರತೀಯ ಸಂವಿಧಾನವನ್ನು ಅತ್ಯಂತ ಶ್ರೇಷ್ಠ ಸಂವಿಧಾನವೆಂದು ವಿಶ್ವವೇ ಹೇಳುತ್ತಿದೆ. ಸ್ವಾತಂತ್ರ್ಯ ಇರುವವರೆಗೂ ಅವರು ನೀಡಿರುವ ಕೊಡುಗೆಗಳು ಮತ್ತು ಸಾಧನೆ ಅಜರಾಮರ, ತುಳಿತಕ್ಕೊಳಗಾದವರಿಗೆ ಶಕ್ತಿ ತುಂಬುವ ಕೆಲಸವನ್ನು ಬಾಬಾ ಸಾಹೇಬ್ ಮಾಡಿದ್ದಾರೆ ಎಂದು ತಿಳಿಸಿದರು. ಸಂವಿಧಾನ ಶಿಲ್ಪಿ ಡಾ. ಬಿ.ಆರ್ ಅಂಬೇಡ್ಕರ್ ಸರ್ವಕಾಲಕ್ಕೂ ಸರ್ವರೂ ಒಪ್ಪುವಂತಹ ಸಂವಿಧಾನವನ್ನು ನಮಗೆ ನೀಡಿದ್ದಾರೆ. ಅವರು ನಮಗೆ ನೀಡಿರುವ ಕೊಡುಗೆಗಳು ಮತ್ತು ಅವರ ತತ್ವ ಆದರ್ಶಗಳನ್ನು ಸದಾ ಸ್ಮರಿಸುತ್ತಾ ಅವರ ಮಾರ್ಗದಲ್ಲಿ ಮುಂದಿನ ಪೀಳಿಗೆಗೆ ನಾವು ಅವರಂತೆ (14, 225, 236, 793)
feature-column-3: ನೆಗಿಲನ್ನು ಹಿಡಿದು ಕೊಂಡು ದವಸ ಧಾನ್ಯಗಳ ಅವರಣದ ಸುತ್ತಲೂ ಒಮ್ಮೆ ಚೆಲ್ಲುತ್ತಾ ಒಂದು ರೌಂಡ್ ಬರುತ್ತಾರೆ. ಎಲ್ಲಿ ಹೆಚ್ಚು ಚೆಲ್ಲಿರುತ್ತದೆಯೋ ಆ ದಿಕ್ಕಿನಲ್ಲಿ ಹೆಚ್ಚು ಮಳೆಯಾಗಿ ಉತ್ತಮ ಫಸಲು ಸಿಗುತ್ತದೆ ಎನ್ನುವುದು ಇಲ್ಲಿನ ಜನರ ನಂಬಿಕೆ. #ಹೆಣ್ಣು ಮಕ್ಕಳ ಸುಗ್ಗಿ - ಉತ್ಸವದ ಎಂಟನೇ ದಿನವಾದ ಮಂಗಳವಾರದಂದು ಬೆಳಗ್ಗೆ ಹೆಣ್ಣು ಮಕ್ಕಳ ಸುಗ್ಗಿ ನಡೆಯುತ್ತದೆ. #ದೊಡ್ಡ ಸುಗ್ಗಿ - ಸುಗ್ಗಿ ಉತ್ಸವದ ಎಂಟನೇ ದಿನವಾದ ಮಂಗಳವಾರದಂದು ರಾತ್ರಿ ಹೆತ್ತೂರಿನ ದೇವಸ್ಥಾನದ ಸುತ್ತ ಸುಗ್ಗಿ ನಡೆಯುತ್ತದೆ. ದೇವರುಗಳನ್ನು ಪಲ್ಲಕ್ಕಿಯಲ್ಲಿ ಹೊತ್ತು ಗ್ರಾಮದ ಸುತ್ತ ಮೆರವಣಿಗೆ ಮಾಡಲಾಗುತ್ತದೆ. ಹಣ್ಣುಗಳನ್ನು ಮಾರುವ ಅಂಗಡಿಗಳು, ಆಟಿಕೆ ಅಂಗಡಿಗಳು ಹಾಗೂ ಜೋಕಾಲೆಗಳು ಜಾತ್ರೆಗೆ ಕಳೆ ತರುತ್ತವೆ. (624, 1389, 905, 1610)
story1-column-4: ಬಸವಣ್ಣ, ಕುವೆಂಪು ರವರ ವಿಚಾರಗಳನ್ನು ತಿಳಿದು ಸಾಗಬೇಕು. ಕುವೆಂಪು ರವರ ವಿಶ್ವಮಾನವ ಸಂದೇಶವನ್ನು ಅರಿತು ಸಾಗಬೇಕು ಎಂದರು. ಜಿಲ್ಲಾ ಪರಿಶಿಷ್ಟ ಜಾತಿಯ ವಿದ್ಯಾರ್ಥಿಗಳ ಸಹಾಯವಾಣಿ ಕುರಿತು ಕೋರಿಕೆಗಳ ಶೀಘ್ರ ಸಹಾಯವಾಣಿ ಸಂಖ್ಯೆಯನ್ನು ಜಿಲ್ಲಾ ಉಸ್ತುವಾರಿ ಹಾಗೂ ಕೃಷಿ ಸಚಿವರಾದ ಎನ್ ಚಲುವರಾಯಸ್ವಾಮಿ ಅವರು ಬಿಡುಗಡೆಗೊಳಿಸಿದರು. ಜಿಲ್ಲೆಯ ಹಾಸ್ಟೆಲ್ ವಿದ್ಯಾರ್ಥಿನಿಯರು ತಮ್ಮ ಕುರಿತು ಕೋರಿಕೆಗಳನ್ನು ಸಹಾಯವಾಣಿ ತೆರೆಯಲಾಗಿದೆ, ವಿದ್ಯಾರ್ಥಿನಿಯರು ತಮ್ಮ ವಸತಿ ನಿಲಯಗಳಲ್ಲಿ ಯಾವುದೇ ಸಮಸ್ಯೆ ಉಂಟಾದರೆ ದೂ.ಸಂ: 9480872008 ಅನ್ನು ಸಂಪರ್ಕಿಸಬಹುದಾಗಿದೆ. ವಿವಿಧ ಕ್ಷೇತ್ರಗಳಲ್ಲಿ ಸಾಧನೆ ಮಾಡಿದ ಸಾಧಕರನ್ನು ಗೌರವಿಸಿ ಸನ್ಮಾನಿಸಲಾಯಿತು. ಡಾ.ಬಿ.ಆರ್. ಅಂಬೇಡ್ಕರ್ 134ನೇ ಜಯಂತಿ ಅಂಗವಾಗಿ ಆಯೋಜಿಸಲಾಗಿದ್ದ ವಿವಿಧ ಸ್ಪರ್ಧೆಗಳಲ್ಲಿ ಭಾಗವಹಿಸಿ ವಿಜೇತರಾದ ಮಕ್ಕಳಿಗೆ ಬಹುಮಾನ ವಿತರಿಸಲಾಯಿತು. ಕಾರ್ಯಕ್ರಮದಲ್ಲಿ ಮಂಡ್ಯ ವಿಧಾನಸಭಾ ಶಾಸಕ ಪಿ.ರವಿಕುಮಾರ್, ಮೈ ಶುಗರ್ ಸಕ್ಕರೆ ಕಂಪನಿ ನಿಯಮಿತ ಅಧ್ಯಕ್ಷ ಸಿ.ಡಿ. ಗಂಗಾಧರ್, ಜಿಲ್ಲಾಧಿಕಾರಿ ಡಾ.ಕುಮಾರ, ಜಿಲ್ಲಾ ಪಂಚಾಯತ್ ಮುಖ್ಯ ಕಾರ್ಯನಿರ್ವಾಹಕ ಅಧಿಕಾರಿ ಕೆ.ಆರ್. ನಂದಿನಿ, ಜಿಲ್ಲಾ ಪೊಲೀಸ್ ವರಿಷ್ಠಾಧಿಕಾರಿ ಮಲ್ಲಿಕಾರ್ಜುನ ಬಾಲದಂಡಿ, ಸೇರಿದಂತೆ ವಿವಿಧ ಸಂಘ ಸಂಸ್ಥೆಗಳ ಮುಖಂಡರುಗಳು ಉಪಸ್ಥಿತರಿದ್ದರು. (722, 225, 947, 751)
story3-column-1 (14, 930, 240, 1276)
feature-column-1 (32, 1628, 309, 2408)
story1-headline-line2: ಸಚಿವ ಎನ್. ಚೆಲುವರಾಯಸ್ವಾಮಿ ಅಭಿಮತ (14, 146, 780, 210)
story3-column-4: ಕೊಳ್ಳಬೇಕಾದ ವಿಷಯಗಳು ಬಹಳಷ್ಟಿವೆ ಎಂದು ತಿಳಿಸಿದರು. ವಿಧಾನ ಪರಿಷತ್ ಸದಸ್ಯ ಡಾ.ತಿಮ್ಮಯ್ಯ ಮಾತನಾಡಿ, ಹಿಂದೆ ಹೆಣ್ಣು ಮಕ್ಕಳು ಅಕ್ಷರದಿಂದ ವಂಚಿತರಾಗಿದ್ದರು. ಮಹಿಳೆಯ ಕೆಲಸಕ್ಕೆ ಸೀಮಿತವಾಗಿದ್ದ ಮಹಿಳೆಯರಿಗೆ ಶಿಕ್ಷಣ ಪಡೆಯಲು ಅವಕಾಶ ಕಲ್ಪಿಸಿದವರು ಅಂಬೇಡ್ಕರ್ ಅವರು. ಮಹಿಳಾ ಸಬಲೀಕರಣಕ್ಕೆ ಉತ್ತಮ ಶಿಕ್ಷಣ ಪ್ರಾಧಾನ್ಯತೆ ನೀಡಿದ ಮಹಿಳೆಗೆ ಸಂವಿಧಾನದಲ್ಲಿ ಸ್ಥಾನ ಮಾನ ಡಾ. ಬಿ.ಆರ್.ಅಂಬೇಡ್ಕರ್ ಅವರು ಹೇಳಿದ್ದರು. ಶಿಕ್ಷಣ, ಸಂಘಟನೆ ಮತ್ತು ಹೋರಾಟದ ಮೂಲಕ ಸಮಾನತೆ ಸಾಧಿಸಬಹುದು ಎನ್ನುವುದನ್ನು ಅರಿಯಬೇಕು ಎಂದರು. (711, 932, 949, 1161)
festival-photo (923, 1410, 1484, 1752)
column-divider (955, 77, 957, 1279)
story1-column-1 (14, 222, 236, 860)
fire-department-photo (975, 183, 1505, 419)
page-number: 5 (1418, 8, 1446, 54)
section-divider (14, 867, 949, 869)
deity-inset-photo (956, 1490, 1098, 1647)
masthead-day: ಮಂಗಳವಾರ (181, 8, 242, 25)
ambedkar-event-photo (246, 222, 712, 473)
story1-dateline: ಮಂಡ್ಯ : (14, 225, 54, 240)
story3-headline: ಅಂಬೇಡ್ಕರ್ ಚಿಂತನೆ ಸದಾಕಾಲ ಪ್ರಸ್ತುತ: ಡಿಸಿ ಶಿಲ್ಪಾನಾಗ್ (14, 875, 686, 919)
